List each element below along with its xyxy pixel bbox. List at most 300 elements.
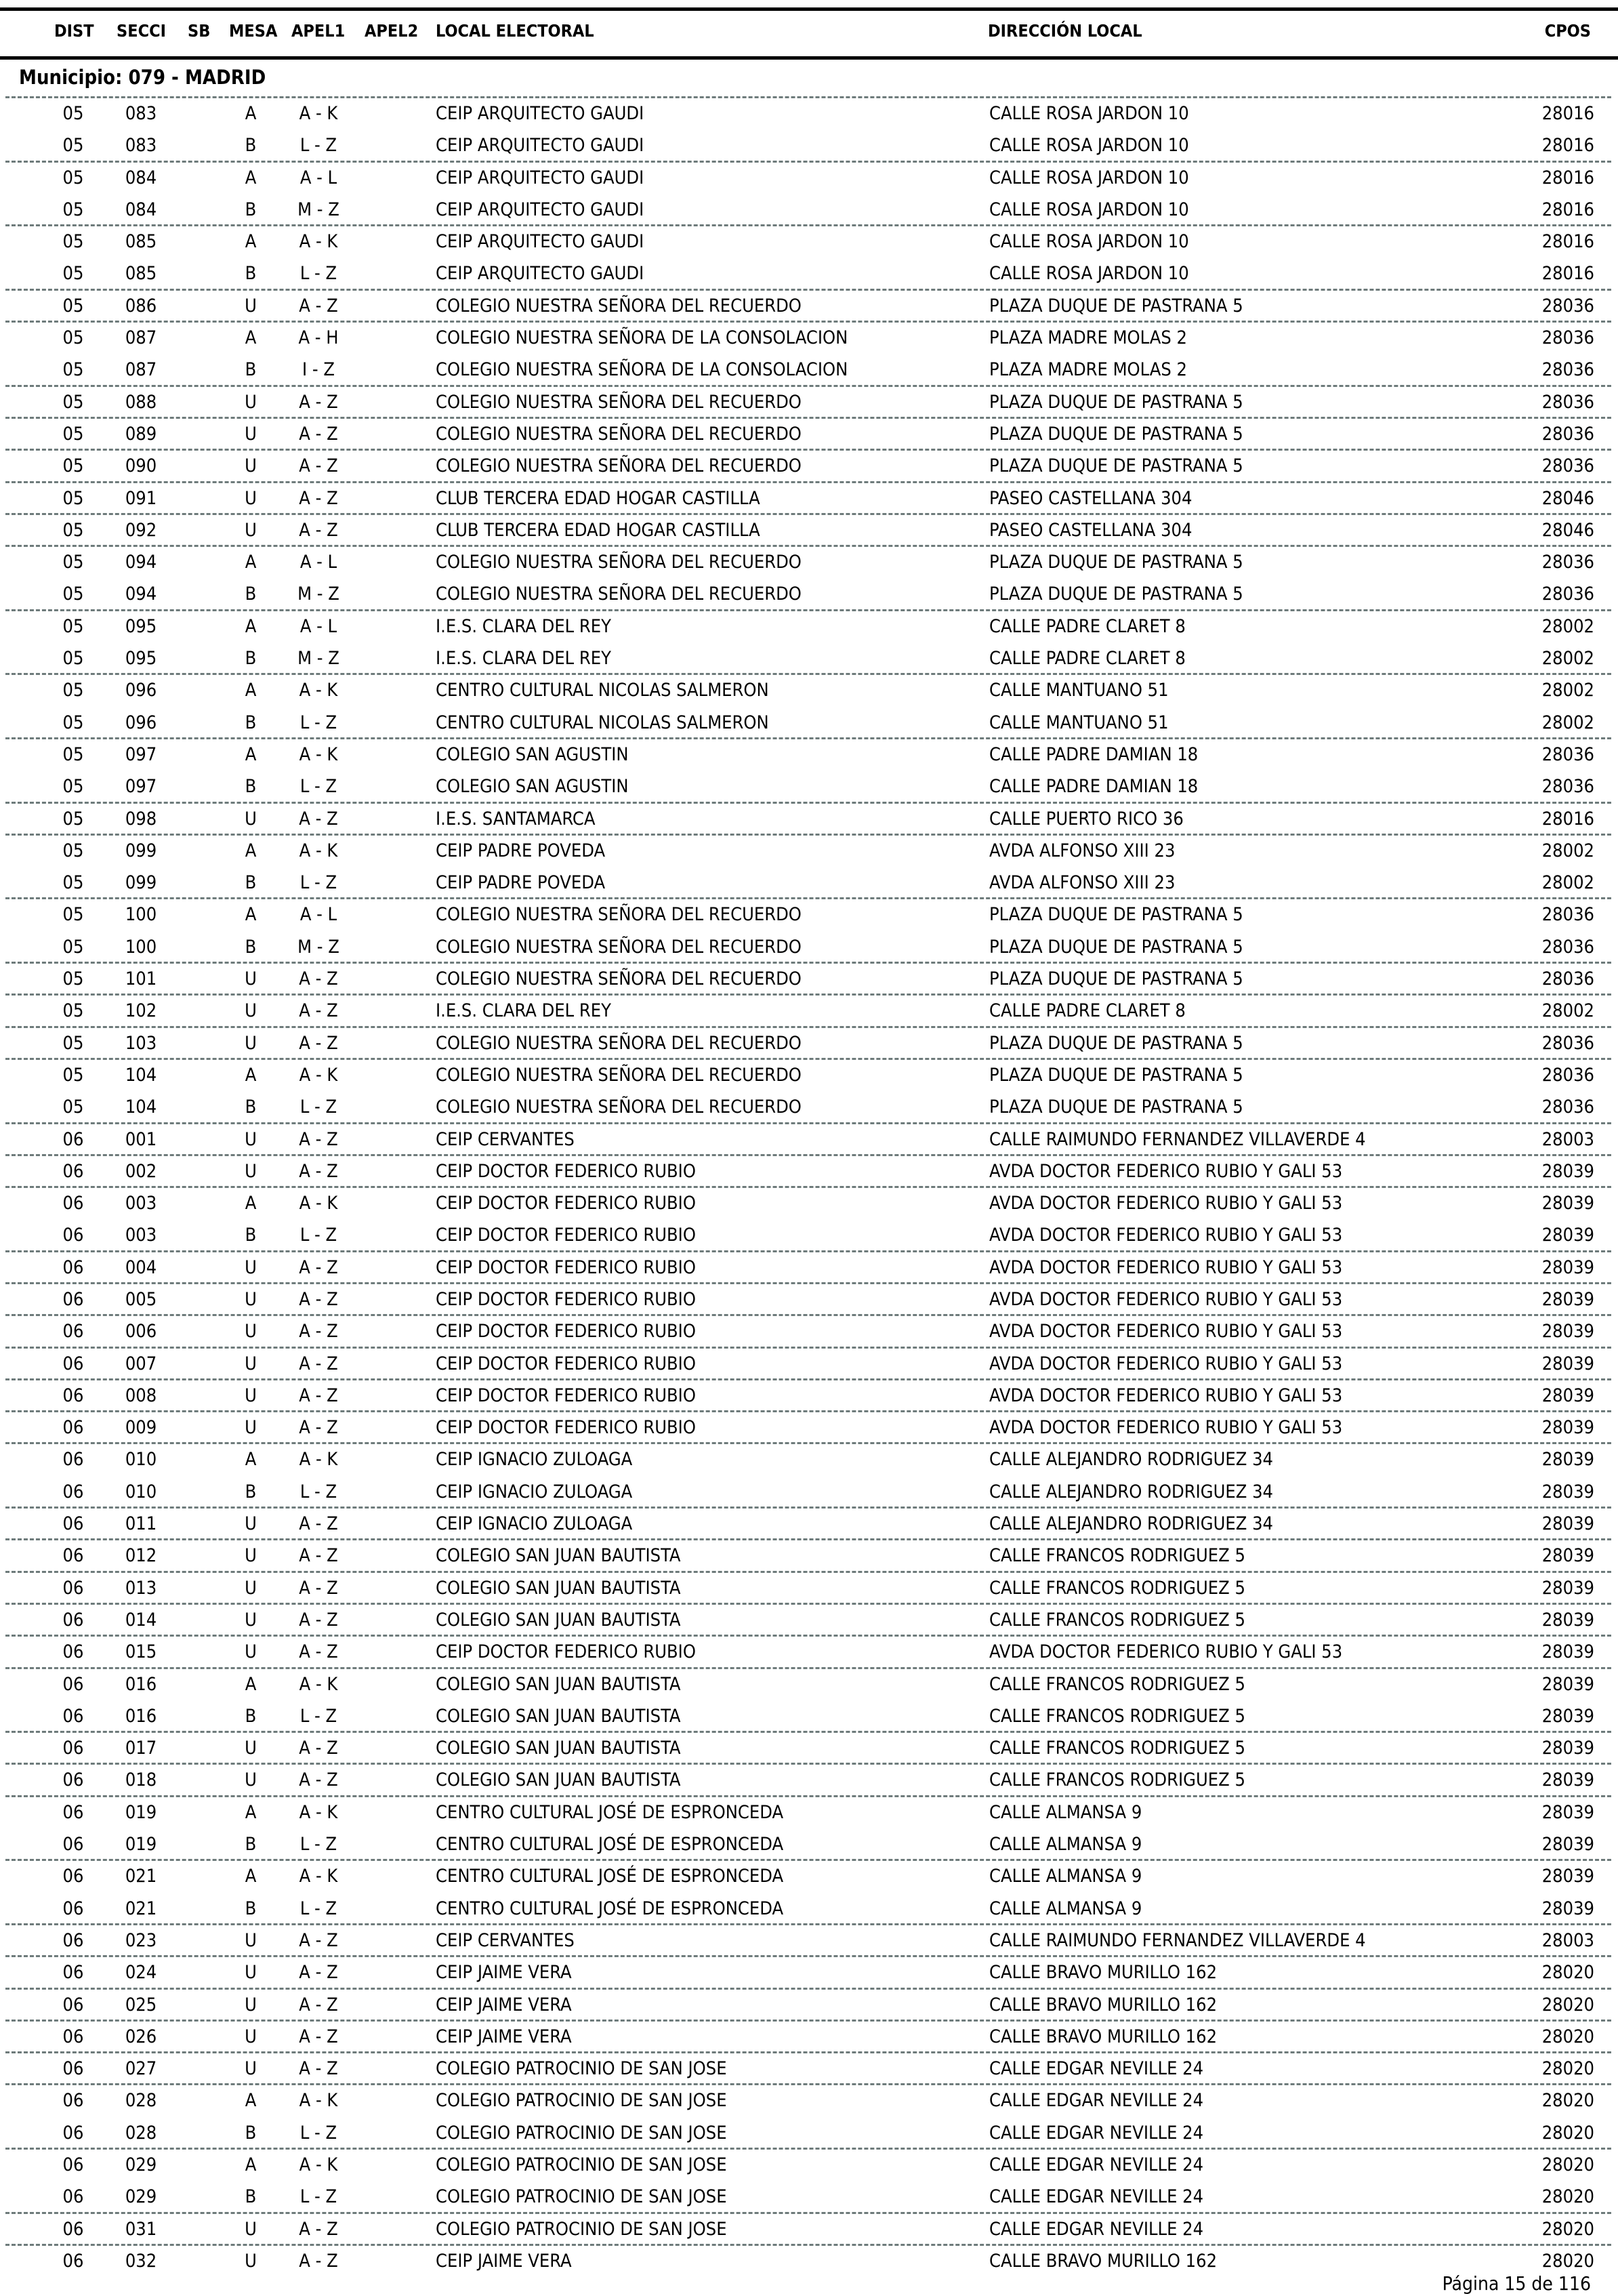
cell-apel1: A - K [299, 2154, 338, 2175]
cell-cpos: 28016 [1541, 103, 1594, 124]
cell-apel1: L - Z [299, 712, 337, 733]
cell-mesa: U [245, 1256, 257, 1278]
header-rule [0, 56, 1618, 60]
cell-dist: 06 [62, 1321, 84, 1342]
cell-dist: 06 [62, 2058, 84, 2080]
cell-cpos: 28036 [1541, 327, 1594, 349]
table-row [0, 1989, 1618, 2021]
cell-direccion: CALLE ALMANSA 9 [989, 1801, 1142, 1823]
cell-apel1: A - K [299, 1449, 338, 1471]
cell-cpos: 28039 [1541, 1449, 1594, 1471]
cell-mesa: A [245, 904, 257, 926]
cell-cpos: 28046 [1541, 487, 1594, 509]
cell-dist: 06 [62, 1481, 84, 1502]
cell-secci: 005 [125, 1288, 157, 1310]
cell-secci: 083 [125, 135, 157, 157]
table-row [0, 1893, 1618, 1925]
cell-cpos: 28036 [1541, 359, 1594, 381]
table-row [0, 546, 1618, 578]
cell-secci: 092 [125, 519, 157, 541]
cell-local-electoral: COLEGIO NUESTRA SEÑORA DEL RECUERDO [436, 936, 802, 958]
table-row [0, 803, 1618, 835]
table-row [0, 578, 1618, 610]
cell-cpos: 28002 [1541, 648, 1594, 670]
table-row [0, 931, 1618, 963]
cell-apel1: A - Z [299, 1288, 338, 1310]
cell-mesa: U [245, 295, 257, 316]
cell-cpos: 28036 [1541, 1032, 1594, 1054]
cell-mesa: U [245, 423, 257, 445]
cell-apel1: M - Z [297, 199, 339, 220]
cell-apel1: A - Z [299, 1769, 338, 1791]
table-row [0, 1700, 1618, 1732]
cell-cpos: 28002 [1541, 680, 1594, 701]
cell-apel1: A - Z [299, 1321, 338, 1342]
cell-local-electoral: COLEGIO NUESTRA SEÑORA DE LA CONSOLACION [436, 327, 848, 349]
cell-cpos: 28016 [1541, 231, 1594, 253]
cell-mesa: U [245, 1128, 257, 1150]
cell-local-electoral: CEIP ARQUITECTO GAUDI [436, 199, 644, 220]
cell-secci: 023 [125, 1929, 157, 1951]
cell-apel1: A - Z [299, 1994, 338, 2015]
cell-direccion: CALLE ALEJANDRO RODRIGUEZ 34 [989, 1481, 1273, 1502]
cell-secci: 006 [125, 1321, 157, 1342]
cell-dist: 05 [62, 776, 84, 798]
cell-cpos: 28002 [1541, 840, 1594, 861]
cell-mesa: A [245, 1673, 257, 1695]
cell-dist: 06 [62, 1929, 84, 1951]
cell-direccion: PLAZA DUQUE DE PASTRANA 5 [989, 295, 1243, 316]
cell-secci: 094 [125, 583, 157, 605]
cell-cpos: 28036 [1541, 295, 1594, 316]
cell-mesa: B [245, 936, 257, 958]
cell-dist: 06 [62, 1256, 84, 1278]
cell-direccion: CALLE BRAVO MURILLO 162 [989, 1994, 1218, 2015]
cell-local-electoral: COLEGIO SAN AGUSTIN [436, 776, 629, 798]
cell-secci: 088 [125, 391, 157, 413]
cell-cpos: 28016 [1541, 263, 1594, 285]
cell-dist: 05 [62, 904, 84, 926]
cell-cpos: 28039 [1541, 1738, 1594, 1759]
cell-apel1: L - Z [299, 1225, 337, 1246]
cell-cpos: 28020 [1541, 2186, 1594, 2208]
cell-direccion: PLAZA MADRE MOLAS 2 [989, 359, 1188, 381]
cell-direccion: PLAZA DUQUE DE PASTRANA 5 [989, 552, 1243, 573]
cell-local-electoral: CENTRO CULTURAL JOSÉ DE ESPRONCEDA [436, 1834, 784, 1856]
cell-dist: 05 [62, 743, 84, 765]
cell-mesa: U [245, 1994, 257, 2015]
cell-cpos: 28039 [1541, 1481, 1594, 1502]
cell-local-electoral: COLEGIO NUESTRA SEÑORA DEL RECUERDO [436, 455, 802, 477]
cell-local-electoral: COLEGIO SAN JUAN BAUTISTA [436, 1577, 681, 1599]
cell-mesa: A [245, 1801, 257, 1823]
cell-direccion: CALLE EDGAR NEVILLE 24 [989, 2186, 1204, 2208]
cell-secci: 100 [125, 904, 157, 926]
cell-cpos: 28039 [1541, 1256, 1594, 1278]
cell-mesa: U [245, 1577, 257, 1599]
table-row [0, 1315, 1618, 1347]
cell-local-electoral: CEIP IGNACIO ZULOAGA [436, 1449, 633, 1471]
cell-mesa: A [245, 1193, 257, 1214]
cell-apel1: I - Z [302, 359, 335, 381]
cell-dist: 06 [62, 1801, 84, 1823]
municipio-title: Municipio: 079 - MADRID [19, 66, 266, 89]
header-secci: SECCI [117, 21, 166, 41]
cell-direccion: CALLE FRANCOS RODRIGUEZ 5 [989, 1673, 1245, 1695]
cell-direccion: AVDA DOCTOR FEDERICO RUBIO Y GALI 53 [989, 1160, 1343, 1182]
cell-cpos: 28036 [1541, 391, 1594, 413]
cell-mesa: A [245, 615, 257, 637]
cell-apel1: A - K [299, 1193, 338, 1214]
cell-apel1: A - K [299, 103, 338, 124]
cell-local-electoral: CEIP ARQUITECTO GAUDI [436, 231, 644, 253]
cell-apel1: L - Z [299, 1834, 337, 1856]
cell-apel1: A - Z [299, 2250, 338, 2272]
cell-cpos: 28020 [1541, 2090, 1594, 2112]
table-row [0, 1252, 1618, 1284]
cell-local-electoral: CEIP DOCTOR FEDERICO RUBIO [436, 1193, 696, 1214]
cell-apel1: L - Z [299, 2186, 337, 2208]
cell-apel1: A - Z [299, 1545, 338, 1567]
cell-direccion: CALLE ALEJANDRO RODRIGUEZ 34 [989, 1449, 1273, 1471]
table-row [0, 1572, 1618, 1604]
cell-direccion: PLAZA DUQUE DE PASTRANA 5 [989, 968, 1243, 990]
cell-direccion: AVDA DOCTOR FEDERICO RUBIO Y GALI 53 [989, 1193, 1343, 1214]
cell-mesa: B [245, 1705, 257, 1727]
cell-apel1: A - K [299, 1801, 338, 1823]
cell-cpos: 28039 [1541, 1834, 1594, 1856]
cell-cpos: 28039 [1541, 1673, 1594, 1695]
cell-direccion: PLAZA DUQUE DE PASTRANA 5 [989, 455, 1243, 477]
cell-local-electoral: CENTRO CULTURAL JOSÉ DE ESPRONCEDA [436, 1866, 784, 1887]
cell-mesa: A [245, 1064, 257, 1086]
cell-local-electoral: COLEGIO SAN JUAN BAUTISTA [436, 1673, 681, 1695]
cell-dist: 06 [62, 2090, 84, 2112]
cell-dist: 05 [62, 263, 84, 285]
cell-local-electoral: CEIP IGNACIO ZULOAGA [436, 1513, 633, 1535]
cell-secci: 014 [125, 1609, 157, 1631]
cell-local-electoral: CEIP CERVANTES [436, 1929, 575, 1951]
cell-dist: 05 [62, 1000, 84, 1022]
cell-local-electoral: COLEGIO NUESTRA SEÑORA DEL RECUERDO [436, 1096, 802, 1118]
table-row [0, 707, 1618, 739]
cell-secci: 012 [125, 1545, 157, 1567]
cell-apel1: A - Z [299, 519, 338, 541]
cell-secci: 104 [125, 1096, 157, 1118]
cell-secci: 094 [125, 552, 157, 573]
table-row [0, 354, 1618, 386]
table-row [0, 1443, 1618, 1475]
cell-cpos: 28003 [1541, 1128, 1594, 1150]
cell-local-electoral: COLEGIO SAN JUAN BAUTISTA [436, 1705, 681, 1727]
cell-mesa: U [245, 1353, 257, 1374]
cell-secci: 099 [125, 840, 157, 861]
cell-local-electoral: CEIP DOCTOR FEDERICO RUBIO [436, 1321, 696, 1342]
cell-direccion: CALLE PADRE CLARET 8 [989, 615, 1186, 637]
cell-mesa: A [245, 743, 257, 765]
cell-mesa: U [245, 1385, 257, 1406]
cell-secci: 087 [125, 327, 157, 349]
cell-direccion: PLAZA DUQUE DE PASTRANA 5 [989, 391, 1243, 413]
cell-mesa: B [245, 872, 257, 894]
cell-dist: 05 [62, 359, 84, 381]
cell-dist: 06 [62, 1193, 84, 1214]
cell-apel1: M - Z [297, 936, 339, 958]
cell-secci: 101 [125, 968, 157, 990]
cell-local-electoral: COLEGIO PATROCINIO DE SAN JOSE [436, 2218, 727, 2240]
cell-direccion: AVDA DOCTOR FEDERICO RUBIO Y GALI 53 [989, 1385, 1343, 1406]
cell-local-electoral: COLEGIO PATROCINIO DE SAN JOSE [436, 2154, 727, 2175]
cell-local-electoral: COLEGIO NUESTRA SEÑORA DE LA CONSOLACION [436, 359, 848, 381]
cell-mesa: U [245, 519, 257, 541]
cell-local-electoral: CLUB TERCERA EDAD HOGAR CASTILLA [436, 519, 760, 541]
cell-mesa: U [245, 455, 257, 477]
cell-cpos: 28039 [1541, 1160, 1594, 1182]
table-row [0, 418, 1618, 450]
cell-mesa: U [245, 487, 257, 509]
header-apel1: APEL1 [291, 21, 346, 41]
cell-apel1: A - Z [299, 455, 338, 477]
cell-local-electoral: COLEGIO NUESTRA SEÑORA DEL RECUERDO [436, 423, 802, 445]
table-row [0, 835, 1618, 867]
cell-mesa: U [245, 1321, 257, 1342]
cell-dist: 05 [62, 1032, 84, 1054]
cell-direccion: CALLE FRANCOS RODRIGUEZ 5 [989, 1545, 1245, 1567]
cell-cpos: 28039 [1541, 1705, 1594, 1727]
cell-cpos: 28020 [1541, 2026, 1594, 2047]
cell-mesa: A [245, 2090, 257, 2112]
cell-mesa: U [245, 2218, 257, 2240]
cell-mesa: A [245, 103, 257, 124]
cell-mesa: B [245, 199, 257, 220]
cell-direccion: CALLE ALMANSA 9 [989, 1898, 1142, 1919]
cell-secci: 024 [125, 1962, 157, 1984]
cell-local-electoral: COLEGIO SAN JUAN BAUTISTA [436, 1609, 681, 1631]
cell-local-electoral: I.E.S. CLARA DEL REY [436, 615, 611, 637]
table-row [0, 2213, 1618, 2245]
cell-apel1: A - Z [299, 1929, 338, 1951]
cell-direccion: CALLE ROSA JARDON 10 [989, 231, 1189, 253]
cell-direccion: CALLE PADRE DAMIAN 18 [989, 743, 1199, 765]
table-row [0, 1828, 1618, 1860]
cell-apel1: A - Z [299, 1160, 338, 1182]
cell-dist: 06 [62, 1449, 84, 1471]
cell-dist: 06 [62, 1417, 84, 1439]
cell-dist: 05 [62, 1064, 84, 1086]
header-local-electoral: LOCAL ELECTORAL [436, 21, 594, 41]
table-row [0, 1925, 1618, 1956]
table-row [0, 1540, 1618, 1572]
cell-secci: 021 [125, 1866, 157, 1887]
table-row [0, 483, 1618, 514]
cell-direccion: CALLE ROSA JARDON 10 [989, 263, 1189, 285]
cell-dist: 05 [62, 968, 84, 990]
cell-cpos: 28039 [1541, 1609, 1594, 1631]
header-mesa: MESA [229, 21, 278, 41]
cell-dist: 06 [62, 1513, 84, 1535]
cell-mesa: B [245, 583, 257, 605]
cell-dist: 05 [62, 391, 84, 413]
cell-cpos: 28039 [1541, 1545, 1594, 1567]
cell-dist: 06 [62, 1866, 84, 1887]
cell-mesa: U [245, 808, 257, 829]
cell-dist: 06 [62, 1353, 84, 1374]
cell-mesa: B [245, 135, 257, 157]
cell-dist: 05 [62, 872, 84, 894]
table-row [0, 514, 1618, 546]
cell-cpos: 28039 [1541, 1288, 1594, 1310]
cell-dist: 06 [62, 1898, 84, 1919]
cell-direccion: AVDA DOCTOR FEDERICO RUBIO Y GALI 53 [989, 1225, 1343, 1246]
cell-secci: 019 [125, 1801, 157, 1823]
cell-mesa: B [245, 1898, 257, 1919]
cell-cpos: 28016 [1541, 808, 1594, 829]
cell-cpos: 28036 [1541, 552, 1594, 573]
cell-direccion: PLAZA DUQUE DE PASTRANA 5 [989, 1064, 1243, 1086]
cell-mesa: U [245, 1738, 257, 1759]
table-row [0, 194, 1618, 226]
cell-local-electoral: CEIP DOCTOR FEDERICO RUBIO [436, 1641, 696, 1663]
cell-mesa: U [245, 1417, 257, 1439]
cell-secci: 010 [125, 1449, 157, 1471]
cell-dist: 05 [62, 199, 84, 220]
cell-direccion: CALLE FRANCOS RODRIGUEZ 5 [989, 1738, 1245, 1759]
cell-dist: 06 [62, 2186, 84, 2208]
cell-dist: 05 [62, 936, 84, 958]
table-row [0, 1059, 1618, 1091]
cell-dist: 05 [62, 487, 84, 509]
cell-dist: 06 [62, 1834, 84, 1856]
table-row [0, 674, 1618, 706]
cell-mesa: A [245, 840, 257, 861]
cell-cpos: 28016 [1541, 167, 1594, 188]
cell-local-electoral: CENTRO CULTURAL NICOLAS SALMERON [436, 712, 769, 733]
cell-mesa: U [245, 1000, 257, 1022]
cell-secci: 026 [125, 2026, 157, 2047]
cell-dist: 05 [62, 583, 84, 605]
table-row [0, 1348, 1618, 1380]
cell-local-electoral: CEIP JAIME VERA [436, 1994, 572, 2015]
cell-mesa: B [245, 263, 257, 285]
cell-secci: 103 [125, 1032, 157, 1054]
table-row [0, 450, 1618, 482]
cell-secci: 028 [125, 2122, 157, 2144]
cell-apel1: L - Z [299, 1481, 337, 1502]
cell-cpos: 28039 [1541, 1898, 1594, 1919]
cell-cpos: 28039 [1541, 1641, 1594, 1663]
cell-secci: 085 [125, 263, 157, 285]
cell-direccion: AVDA DOCTOR FEDERICO RUBIO Y GALI 53 [989, 1256, 1343, 1278]
cell-local-electoral: CEIP ARQUITECTO GAUDI [436, 103, 644, 124]
cell-local-electoral: COLEGIO PATROCINIO DE SAN JOSE [436, 2186, 727, 2208]
cell-local-electoral: COLEGIO NUESTRA SEÑORA DEL RECUERDO [436, 968, 802, 990]
cell-apel1: A - K [299, 1673, 338, 1695]
cell-local-electoral: COLEGIO NUESTRA SEÑORA DEL RECUERDO [436, 391, 802, 413]
cell-dist: 06 [62, 1738, 84, 1759]
cell-apel1: A - K [299, 680, 338, 701]
cell-local-electoral: CEIP DOCTOR FEDERICO RUBIO [436, 1288, 696, 1310]
cell-local-electoral: COLEGIO NUESTRA SEÑORA DEL RECUERDO [436, 1064, 802, 1086]
cell-mesa: A [245, 552, 257, 573]
cell-apel1: A - L [299, 904, 337, 926]
cell-apel1: A - Z [299, 1609, 338, 1631]
cell-mesa: U [245, 1288, 257, 1310]
cell-direccion: CALLE ALEJANDRO RODRIGUEZ 34 [989, 1513, 1273, 1535]
cell-mesa: A [245, 1866, 257, 1887]
cell-cpos: 28036 [1541, 743, 1594, 765]
table-row [0, 995, 1618, 1027]
cell-local-electoral: COLEGIO PATROCINIO DE SAN JOSE [436, 2058, 727, 2080]
cell-dist: 05 [62, 231, 84, 253]
header-sb: SB [188, 21, 211, 41]
cell-apel1: L - Z [299, 135, 337, 157]
table-row [0, 1380, 1618, 1412]
cell-apel1: A - Z [299, 808, 338, 829]
cell-direccion: CALLE FRANCOS RODRIGUEZ 5 [989, 1769, 1245, 1791]
cell-cpos: 28036 [1541, 455, 1594, 477]
cell-mesa: U [245, 968, 257, 990]
table-row [0, 1284, 1618, 1315]
table-row [0, 739, 1618, 771]
cell-direccion: PLAZA MADRE MOLAS 2 [989, 327, 1188, 349]
cell-local-electoral: I.E.S. CLARA DEL REY [436, 648, 611, 670]
cell-direccion: PLAZA DUQUE DE PASTRANA 5 [989, 1096, 1243, 1118]
cell-local-electoral: CEIP DOCTOR FEDERICO RUBIO [436, 1353, 696, 1374]
cell-local-electoral: COLEGIO NUESTRA SEÑORA DEL RECUERDO [436, 1032, 802, 1054]
header-apel2: APEL2 [365, 21, 419, 41]
cell-local-electoral: CEIP DOCTOR FEDERICO RUBIO [436, 1225, 696, 1246]
cell-dist: 06 [62, 1577, 84, 1599]
table-row [0, 322, 1618, 354]
cell-apel1: A - L [299, 552, 337, 573]
table-row [0, 1508, 1618, 1540]
cell-secci: 017 [125, 1738, 157, 1759]
cell-mesa: A [245, 1449, 257, 1471]
cell-direccion: PASEO CASTELLANA 304 [989, 487, 1192, 509]
cell-secci: 086 [125, 295, 157, 316]
cell-cpos: 28020 [1541, 2250, 1594, 2272]
table-row [0, 1604, 1618, 1636]
cell-mesa: U [245, 1769, 257, 1791]
cell-mesa: U [245, 1962, 257, 1984]
cell-apel1: L - Z [299, 2122, 337, 2144]
table-row [0, 386, 1618, 418]
cell-dist: 06 [62, 1385, 84, 1406]
cell-dist: 06 [62, 1769, 84, 1791]
cell-cpos: 28002 [1541, 712, 1594, 733]
cell-local-electoral: COLEGIO NUESTRA SEÑORA DEL RECUERDO [436, 295, 802, 316]
cell-apel1: A - Z [299, 1513, 338, 1535]
cell-apel1: A - K [299, 2090, 338, 2112]
cell-apel1: A - Z [299, 1641, 338, 1663]
cell-local-electoral: COLEGIO NUESTRA SEÑORA DEL RECUERDO [436, 552, 802, 573]
cell-local-electoral: CENTRO CULTURAL JOSÉ DE ESPRONCEDA [436, 1898, 784, 1919]
cell-cpos: 28039 [1541, 1866, 1594, 1887]
cell-apel1: L - Z [299, 1898, 337, 1919]
cell-dist: 05 [62, 615, 84, 637]
cell-apel1: A - Z [299, 1032, 338, 1054]
cell-secci: 002 [125, 1160, 157, 1182]
cell-dist: 06 [62, 2250, 84, 2272]
cell-mesa: U [245, 2058, 257, 2080]
page-number: Página 15 de 116 [1442, 2272, 1591, 2295]
cell-cpos: 28039 [1541, 1385, 1594, 1406]
header-dist: DIST [54, 21, 94, 41]
table-row [0, 1636, 1618, 1668]
cell-direccion: CALLE ALMANSA 9 [989, 1866, 1142, 1887]
cell-direccion: CALLE BRAVO MURILLO 162 [989, 2026, 1218, 2047]
cell-direccion: AVDA DOCTOR FEDERICO RUBIO Y GALI 53 [989, 1417, 1343, 1439]
